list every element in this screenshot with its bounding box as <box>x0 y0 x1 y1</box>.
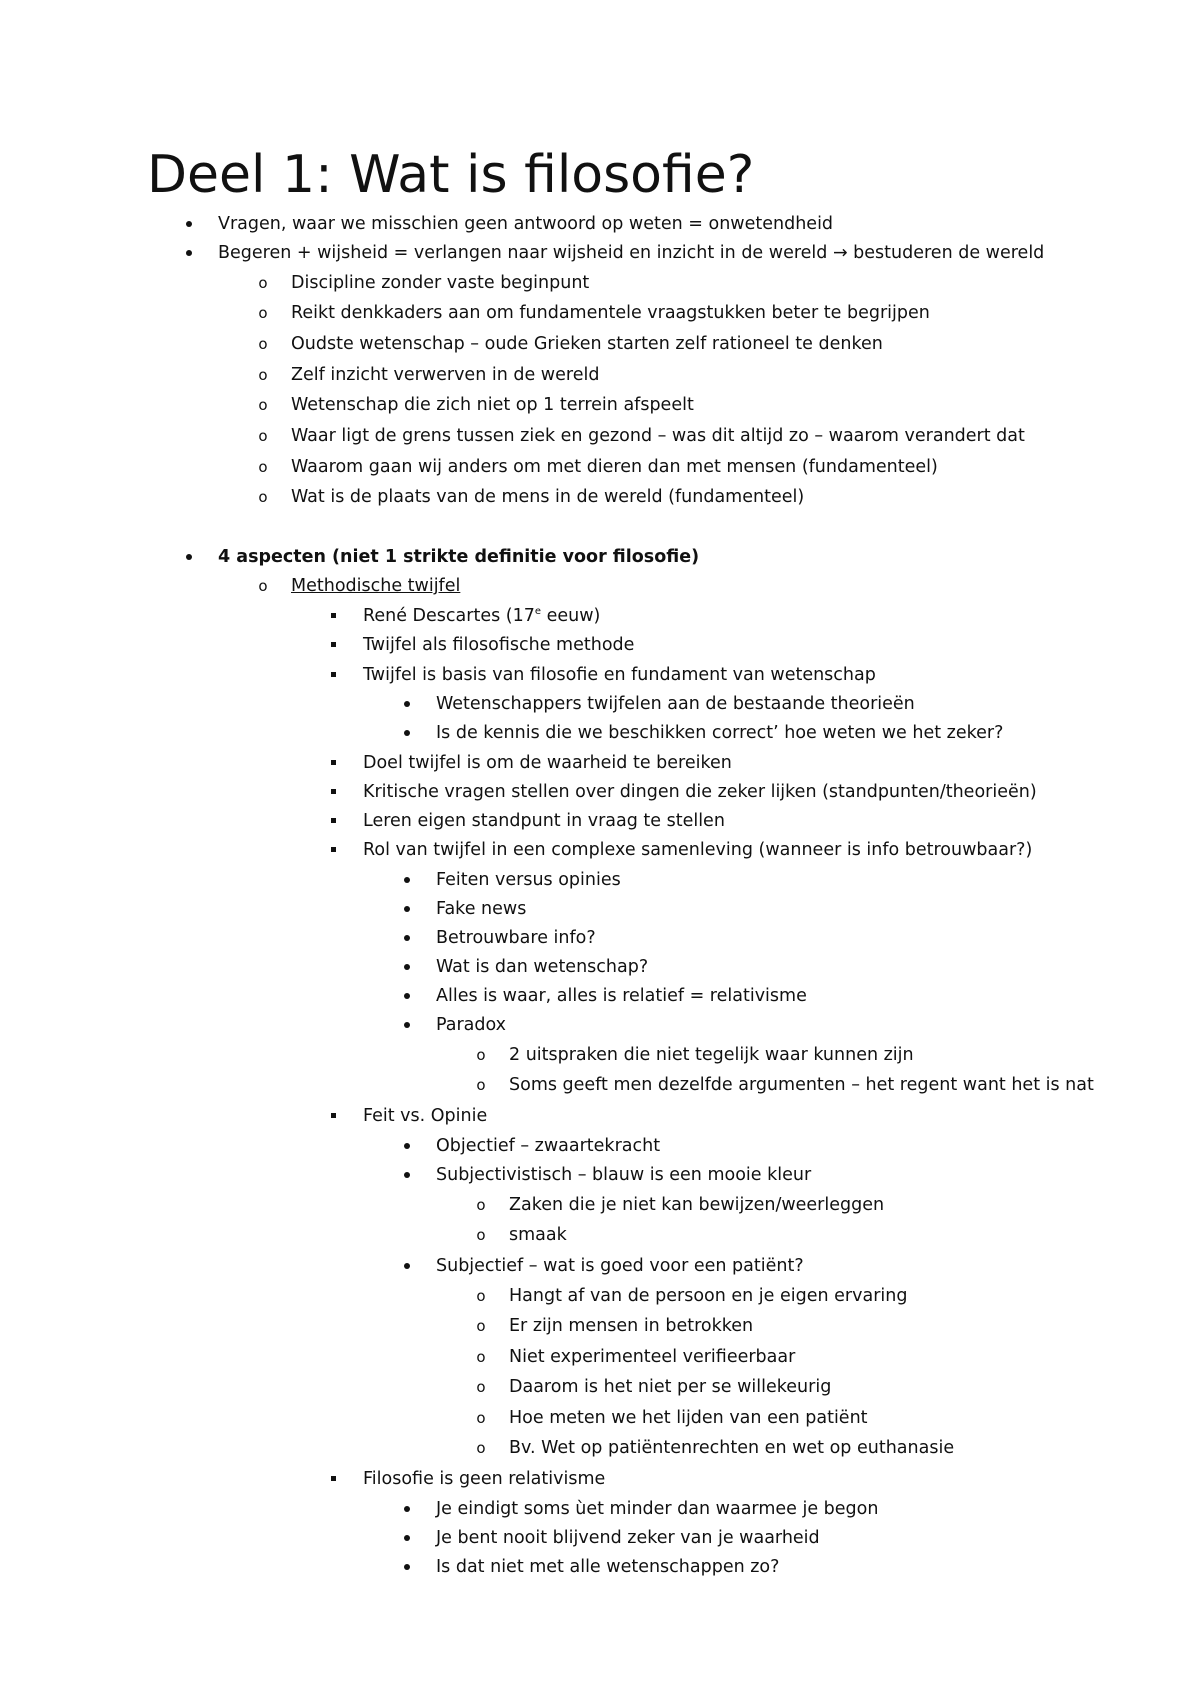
list-item <box>0 720 1200 746</box>
list-item-text: Wat is de plaats van de mens in de wereld (fundamenteel) <box>291 487 805 507</box>
list-item-text: Hangt af van de persoon en je eigen ervaring <box>509 1286 908 1306</box>
bullet-circle-icon: o <box>476 1439 486 1457</box>
list-item-text: Wetenschappers twijfelen aan de bestaande theorieën <box>436 694 915 714</box>
text-before: René Descartes (17 <box>363 606 535 626</box>
bullet-circle-icon: o <box>476 1317 486 1335</box>
bullet-square-icon <box>323 662 345 688</box>
list-item <box>0 1466 1200 1492</box>
list-item-text: Is de kennis die we beschikken correct’ hoe weten we het zeker? <box>436 723 1004 743</box>
list-item <box>0 1133 1200 1159</box>
list-item <box>0 1405 1200 1431</box>
list-item-text: Daarom is het niet per se willekeurig <box>509 1377 832 1397</box>
bullet-circle-icon: o <box>258 335 268 353</box>
bullet-circle-icon: o <box>476 1409 486 1427</box>
list-item-text: Subjectivistisch – blauw is een mooie kleur <box>436 1165 812 1185</box>
bullet-circle-icon: o <box>476 1378 486 1396</box>
list-item <box>0 954 1200 980</box>
list-item-text: Leren eigen standpunt in vraag te stellen <box>363 811 725 831</box>
list-item-text: Subjectief – wat is goed voor een patiënt? <box>436 1256 804 1276</box>
list-item <box>0 779 1200 805</box>
superscript: e <box>534 606 542 618</box>
bullet-disc-icon <box>396 1012 418 1038</box>
list-item <box>0 1283 1200 1309</box>
document-title: Deel 1: Wat is filosofie? <box>147 145 755 205</box>
list-item-text: Paradox <box>436 1015 507 1035</box>
bullet-disc-icon <box>178 211 200 237</box>
list-item <box>0 808 1200 834</box>
list-item <box>0 837 1200 863</box>
list-item <box>0 270 1200 296</box>
bullet-circle-icon: o <box>258 427 268 445</box>
text-after: eeuw) <box>541 606 601 626</box>
list-item <box>0 896 1200 922</box>
list-item <box>0 1313 1200 1339</box>
list-item <box>0 1192 1200 1218</box>
list-item <box>0 331 1200 357</box>
bullet-circle-icon: o <box>476 1076 486 1094</box>
bullet-disc-icon <box>396 691 418 717</box>
list-item <box>0 1072 1200 1098</box>
bullet-circle-icon: o <box>258 366 268 384</box>
list-item <box>0 1525 1200 1551</box>
list-item <box>0 691 1200 717</box>
bullet-disc-icon <box>396 1525 418 1551</box>
bullet-circle-icon: o <box>258 396 268 414</box>
list-item <box>0 1374 1200 1400</box>
list-item <box>0 603 1200 629</box>
list-item-text: Feit vs. Opinie <box>363 1106 488 1126</box>
list-item <box>0 1435 1200 1461</box>
list-item-text: Bv. Wet op patiëntenrechten en wet op euthanasie <box>509 1438 955 1458</box>
bullet-disc-icon <box>396 1133 418 1159</box>
list-item <box>0 544 1200 570</box>
bullet-square-icon <box>323 779 345 805</box>
bullet-circle-icon: o <box>476 1287 486 1305</box>
bullet-disc-icon <box>396 1496 418 1522</box>
list-item <box>0 632 1200 658</box>
list-item-text: Kritische vragen stellen over dingen die zeker lijken (standpunten/theorieën) <box>363 782 1037 802</box>
bullet-disc-icon <box>396 1554 418 1580</box>
list-item <box>0 662 1200 688</box>
list-item-text: Alles is waar, alles is relatief = relativisme <box>436 986 807 1006</box>
list-item <box>0 300 1200 326</box>
list-item-text: Waar ligt de grens tussen ziek en gezond – was dit altijd zo – waarom verandert dat <box>291 426 1025 446</box>
bullet-disc-icon <box>396 896 418 922</box>
bullet-disc-icon <box>396 1253 418 1279</box>
list-item <box>0 867 1200 893</box>
bullet-disc-icon <box>396 925 418 951</box>
list-item-text: Wat is dan wetenschap? <box>436 957 649 977</box>
list-item-text: Twijfel is basis van filosofie en fundament van wetenschap <box>363 665 876 685</box>
list-item-text: Is dat niet met alle wetenschappen zo? <box>436 1557 780 1577</box>
bullet-square-icon <box>323 603 345 629</box>
bullet-circle-icon: o <box>258 488 268 506</box>
bullet-circle-icon: o <box>476 1348 486 1366</box>
list-item-text: 2 uitspraken die niet tegelijk waar kunnen zijn <box>509 1045 914 1065</box>
bullet-circle-icon: o <box>258 274 268 292</box>
list-item-text: Doel twijfel is om de waarheid te bereiken <box>363 753 732 773</box>
list-item-text: Rol van twijfel in een complexe samenleving (wanneer is info betrouwbaar?) <box>363 840 1033 860</box>
list-item-text: Niet experimenteel verifieerbaar <box>509 1347 796 1367</box>
list-item <box>0 392 1200 418</box>
list-item <box>0 362 1200 388</box>
bullet-square-icon <box>323 632 345 658</box>
bullet-square-icon <box>323 837 345 863</box>
list-item-text: smaak <box>509 1225 567 1245</box>
list-item-text: Hoe meten we het lijden van een patiënt <box>509 1408 868 1428</box>
list-item-text: Reikt denkkaders aan om fundamentele vraagstukken beter te begrijpen <box>291 303 930 323</box>
list-item-text: Zaken die je niet kan bewijzen/weerleggen <box>509 1195 885 1215</box>
bullet-circle-icon: o <box>476 1046 486 1064</box>
list-item <box>0 573 1200 599</box>
list-item-text: Objectief – zwaartekracht <box>436 1136 661 1156</box>
list-item-text <box>363 603 600 629</box>
list-item <box>0 1162 1200 1188</box>
bullet-disc-icon <box>396 1162 418 1188</box>
list-item <box>0 983 1200 1009</box>
bullet-circle-icon: o <box>476 1226 486 1244</box>
bullet-disc-icon <box>396 867 418 893</box>
bullet-circle-icon: o <box>258 458 268 476</box>
list-item-text: Vragen, waar we misschien geen antwoord op weten = onwetendheid <box>218 214 834 234</box>
list-item-text: Je bent nooit blijvend zeker van je waarheid <box>436 1528 820 1548</box>
section-heading: 4 aspecten (niet 1 strikte definitie voor filosofie) <box>218 547 700 567</box>
list-item <box>0 1103 1200 1129</box>
list-item-text: Fake news <box>436 899 527 919</box>
subsection-heading: Methodische twijfel <box>291 576 461 596</box>
list-item <box>0 423 1200 449</box>
list-item <box>0 1012 1200 1038</box>
list-item <box>0 925 1200 951</box>
list-item-text: Begeren + wijsheid = verlangen naar wijsheid en inzicht in de wereld → bestuderen de wereld <box>218 243 1045 263</box>
list-item-text: Soms geeft men dezelfde argumenten – het regent want het is nat <box>509 1075 1094 1095</box>
bullet-square-icon <box>323 750 345 776</box>
bullet-square-icon <box>323 1103 345 1129</box>
list-item <box>0 211 1200 237</box>
list-item <box>0 1042 1200 1068</box>
bullet-disc-icon <box>178 544 200 570</box>
list-item <box>0 484 1200 510</box>
list-item-text: Twijfel als filosofische methode <box>363 635 635 655</box>
list-item-text: Feiten versus opinies <box>436 870 621 890</box>
list-item <box>0 454 1200 480</box>
bullet-square-icon <box>323 808 345 834</box>
list-item-text: Discipline zonder vaste beginpunt <box>291 273 590 293</box>
list-item-text: Betrouwbare info? <box>436 928 596 948</box>
list-item-text: Zelf inzicht verwerven in de wereld <box>291 365 600 385</box>
list-item <box>0 240 1200 266</box>
list-item-text: Er zijn mensen in betrokken <box>509 1316 754 1336</box>
list-item <box>0 750 1200 776</box>
list-item-text: Oudste wetenschap – oude Grieken starten zelf rationeel te denken <box>291 334 883 354</box>
list-item <box>0 1344 1200 1370</box>
bullet-disc-icon <box>396 720 418 746</box>
bullet-square-icon <box>323 1466 345 1492</box>
list-item <box>0 1253 1200 1279</box>
bullet-disc-icon <box>396 954 418 980</box>
bullet-circle-icon: o <box>476 1196 486 1214</box>
bullet-disc-icon <box>396 983 418 1009</box>
bullet-circle-icon: o <box>258 304 268 322</box>
list-item <box>0 1222 1200 1248</box>
list-item <box>0 1496 1200 1522</box>
list-item-text: Filosofie is geen relativisme <box>363 1469 606 1489</box>
list-item-text: Waarom gaan wij anders om met dieren dan met mensen (fundamenteel) <box>291 457 938 477</box>
list-item <box>0 1554 1200 1580</box>
bullet-disc-icon <box>178 240 200 266</box>
list-item-text: Wetenschap die zich niet op 1 terrein afspeelt <box>291 395 694 415</box>
list-item-text: Je eindigt soms ùet minder dan waarmee je begon <box>436 1499 879 1519</box>
bullet-circle-icon: o <box>258 577 268 595</box>
